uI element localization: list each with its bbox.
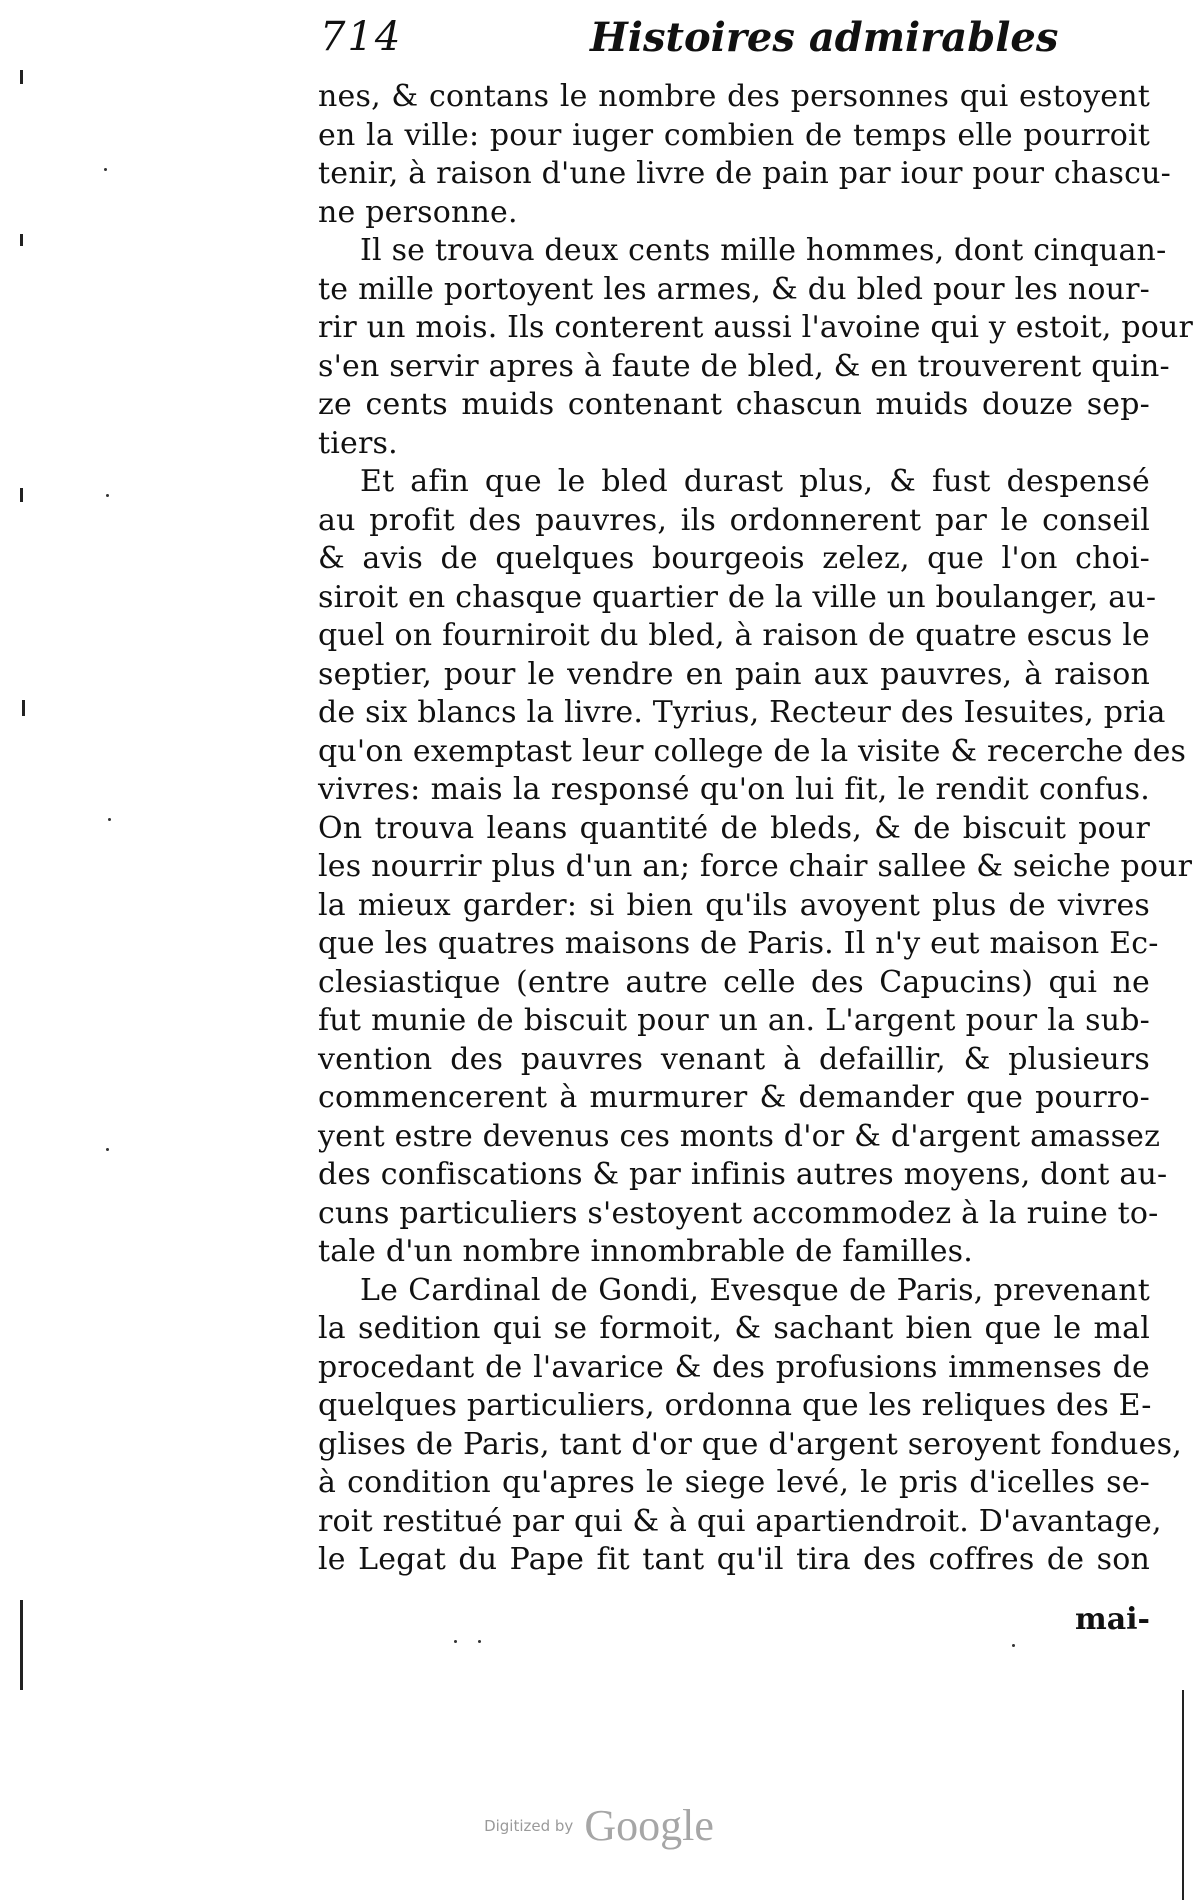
text-line: glises de Paris, tant d'or que d'argent seroyent fondues, (318, 1426, 1182, 1462)
text-line: le Legat du Pape fit tant qu'il tira des coffres de son (318, 1542, 1150, 1577)
text-line: clesiastique (entre autre celle des Capucins) qui ne (318, 964, 1150, 1000)
text-line: la sedition qui se formoit, & sachant bien que le mal (318, 1311, 1150, 1346)
scan-dot (108, 818, 111, 821)
scan-dot (478, 1640, 481, 1643)
text-line: fut munie de biscuit pour un an. L'argent pour la sub- (318, 1003, 1150, 1038)
text-line: tale d'un nombre innombrable de familles. (318, 1234, 973, 1269)
text-line: ne personne. (318, 194, 518, 230)
page-number: 714 (320, 14, 403, 60)
text-line: les nourrir plus d'un an; force chair sallee & seiche pour (318, 849, 1193, 884)
text-line: nes, & contans le nombre des personnes qui estoyent (318, 79, 1150, 114)
text-line: la mieux garder: si bien qu'ils avoyent plus de vivres (318, 887, 1150, 923)
text-line: te mille portoyent les armes, & du bled pour les nour- (318, 271, 1150, 307)
digitized-by-google-watermark (0, 1800, 1198, 1851)
scan-dot (454, 1640, 457, 1643)
text-line: yent estre devenus ces monts d'or & d'argent amassez (318, 1118, 1161, 1154)
margin-mark (20, 1600, 23, 1690)
running-title: Histoires admirables (590, 14, 1059, 61)
text-line: à condition qu'apres le siege levé, le pris d'icelles se- (318, 1465, 1150, 1500)
text-line: septier, pour le vendre en pain aux pauvres, à raison (318, 656, 1150, 692)
scan-dot (104, 168, 107, 171)
text-line: procedant de l'avarice & des profusions immenses de (318, 1349, 1150, 1385)
margin-mark (20, 70, 23, 84)
text-line: qu'on exemptast leur college de la visite & recerche des (318, 733, 1187, 769)
text-line: On trouva leans quantité de bleds, & de biscuit pour (318, 810, 1150, 846)
digitized-label: Digitized by (484, 1816, 574, 1835)
text-line: que les quatres maisons de Paris. Il n'y eut maison Ec- (318, 926, 1159, 961)
scan-dot (106, 1148, 109, 1151)
text-line: tiers. (318, 425, 398, 461)
text-line: ze cents muids contenant chascun muids douze sep- (318, 387, 1150, 422)
text-line: vention des pauvres venant à defaillir, & plusieurs (318, 1041, 1150, 1077)
text-line: en la ville: pour iuger combien de temps elle pourroit (318, 117, 1150, 153)
text-line: roit restitué par qui & à qui apartiendroit. D'avantage, (318, 1503, 1162, 1539)
margin-mark (22, 700, 25, 716)
margin-mark (20, 488, 23, 502)
text-line: des confiscations & par infinis autres moyens, dont au- (318, 1157, 1168, 1192)
text-line: Et afin que le bled durast plus, & fust despensé (360, 464, 1150, 499)
text-line: quel on fourniroit du bled, à raison de quatre escus le (318, 618, 1150, 653)
page-header (320, 14, 1150, 74)
text-line: siroit en chasque quartier de la ville un boulanger, au- (318, 579, 1157, 615)
google-logo: Google (584, 1801, 714, 1850)
text-line: & avis de quelques bourgeois zelez, que l'on choi- (318, 541, 1150, 576)
text-line: rir un mois. Ils conterent aussi l'avoine qui y estoit, pour (318, 310, 1194, 345)
text-line: tenir, à raison d'une livre de pain par iour pour chascu- (318, 156, 1171, 191)
text-line: s'en servir apres à faute de bled, & en trouverent quin- (318, 348, 1170, 384)
text-line: vivres: mais la responsé qu'on lui fit, le rendit confus. (318, 772, 1150, 807)
text-line: cuns particuliers s'estoyent accommodez à la ruine to- (318, 1195, 1159, 1231)
text-line: commencerent à murmurer & demander que pourro- (318, 1080, 1150, 1115)
text-line: de six blancs la livre. Tyrius, Recteur des Iesuites, pria (318, 695, 1166, 730)
text-line: au profit des pauvres, ils ordonnerent par le conseil (318, 502, 1150, 538)
body-text (318, 78, 1194, 1580)
text-line: Il se trouva deux cents mille hommes, dont cinquan- (360, 233, 1167, 268)
margin-mark (20, 234, 23, 246)
text-line: quelques particuliers, ordonna que les reliques des E- (318, 1388, 1152, 1423)
margin-mark (1182, 1690, 1184, 1900)
scan-dot (1012, 1644, 1015, 1647)
catchword: mai- (1074, 1602, 1150, 1637)
scan-dot (106, 494, 109, 497)
text-line: Le Cardinal de Gondi, Evesque de Paris, prevenant (360, 1272, 1150, 1308)
